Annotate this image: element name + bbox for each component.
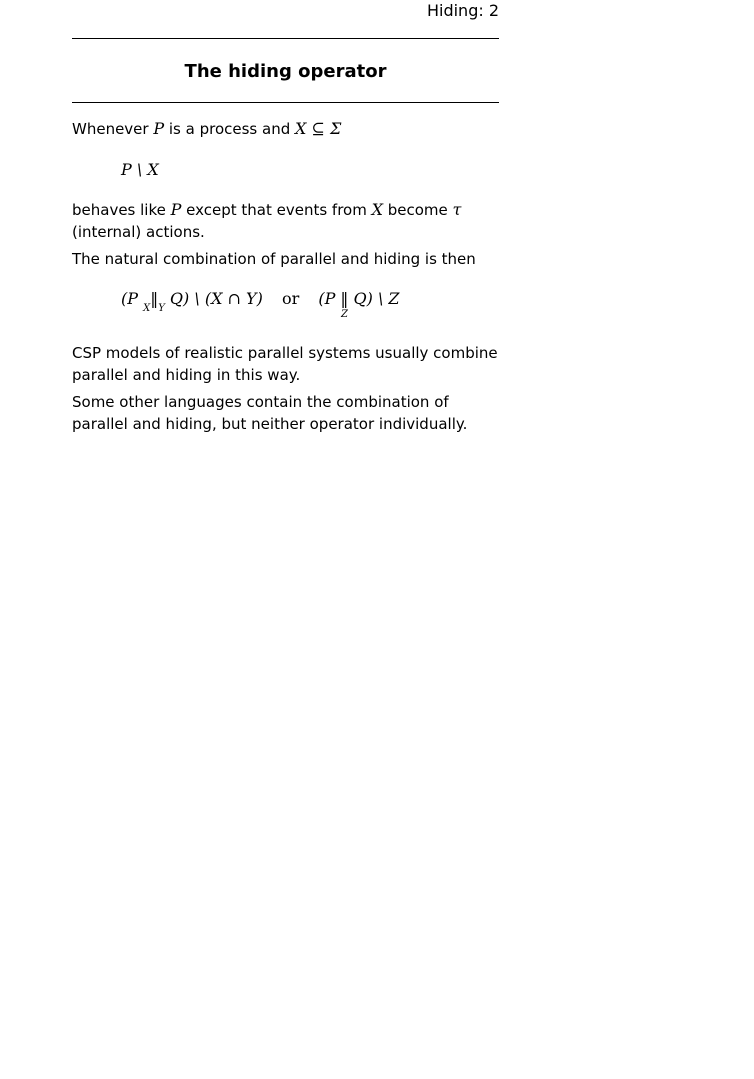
text: (internal) actions. [72,223,205,241]
bottom-rule [72,102,499,103]
text: except that events from [181,201,372,219]
math-x: X [371,200,383,219]
math-part: (P [318,289,341,308]
math-p: P [153,119,165,138]
paragraph-csp-models: CSP models of realistic parallel systems usually combine parallel and hiding in this way. [72,344,498,384]
math-x-subset-sigma: X ⊆ Σ [295,119,342,138]
subscript-x: X [143,303,151,314]
slide-title: The hiding operator [184,61,387,82]
slide-header-label: Hiding: 2 [426,1,499,20]
top-rule [72,38,499,39]
text: Whenever [72,120,154,138]
parallel-symbol: ‖ [340,289,349,308]
paragraph-whenever [72,118,502,140]
math-part: Q) \ (X ∩ Y) [164,289,263,308]
paragraph-behaves [72,199,502,243]
paragraph-other-languages: Some other languages contain the combination of parallel and hiding, but neither operator individually. [72,393,468,433]
display-formula-parallel-hiding [121,288,400,320]
parallel-symbol: ‖ [150,289,159,308]
text: become [382,201,453,219]
paragraph-natural-combination: The natural combination of parallel and hiding is then [72,250,476,268]
subscript-z: Z [340,309,348,320]
math-part: (P [121,289,144,308]
math-tau: τ [452,200,462,219]
text: is a process and [164,120,295,138]
math-p: P [170,200,182,219]
display-formula-hiding: P \ X [121,160,159,179]
subscript-y: Y [158,303,165,314]
text: behaves like [72,201,171,219]
parallel-z-operator [340,288,349,320]
or-word: or [281,289,300,308]
math-part: Q) \ Z [348,289,400,308]
